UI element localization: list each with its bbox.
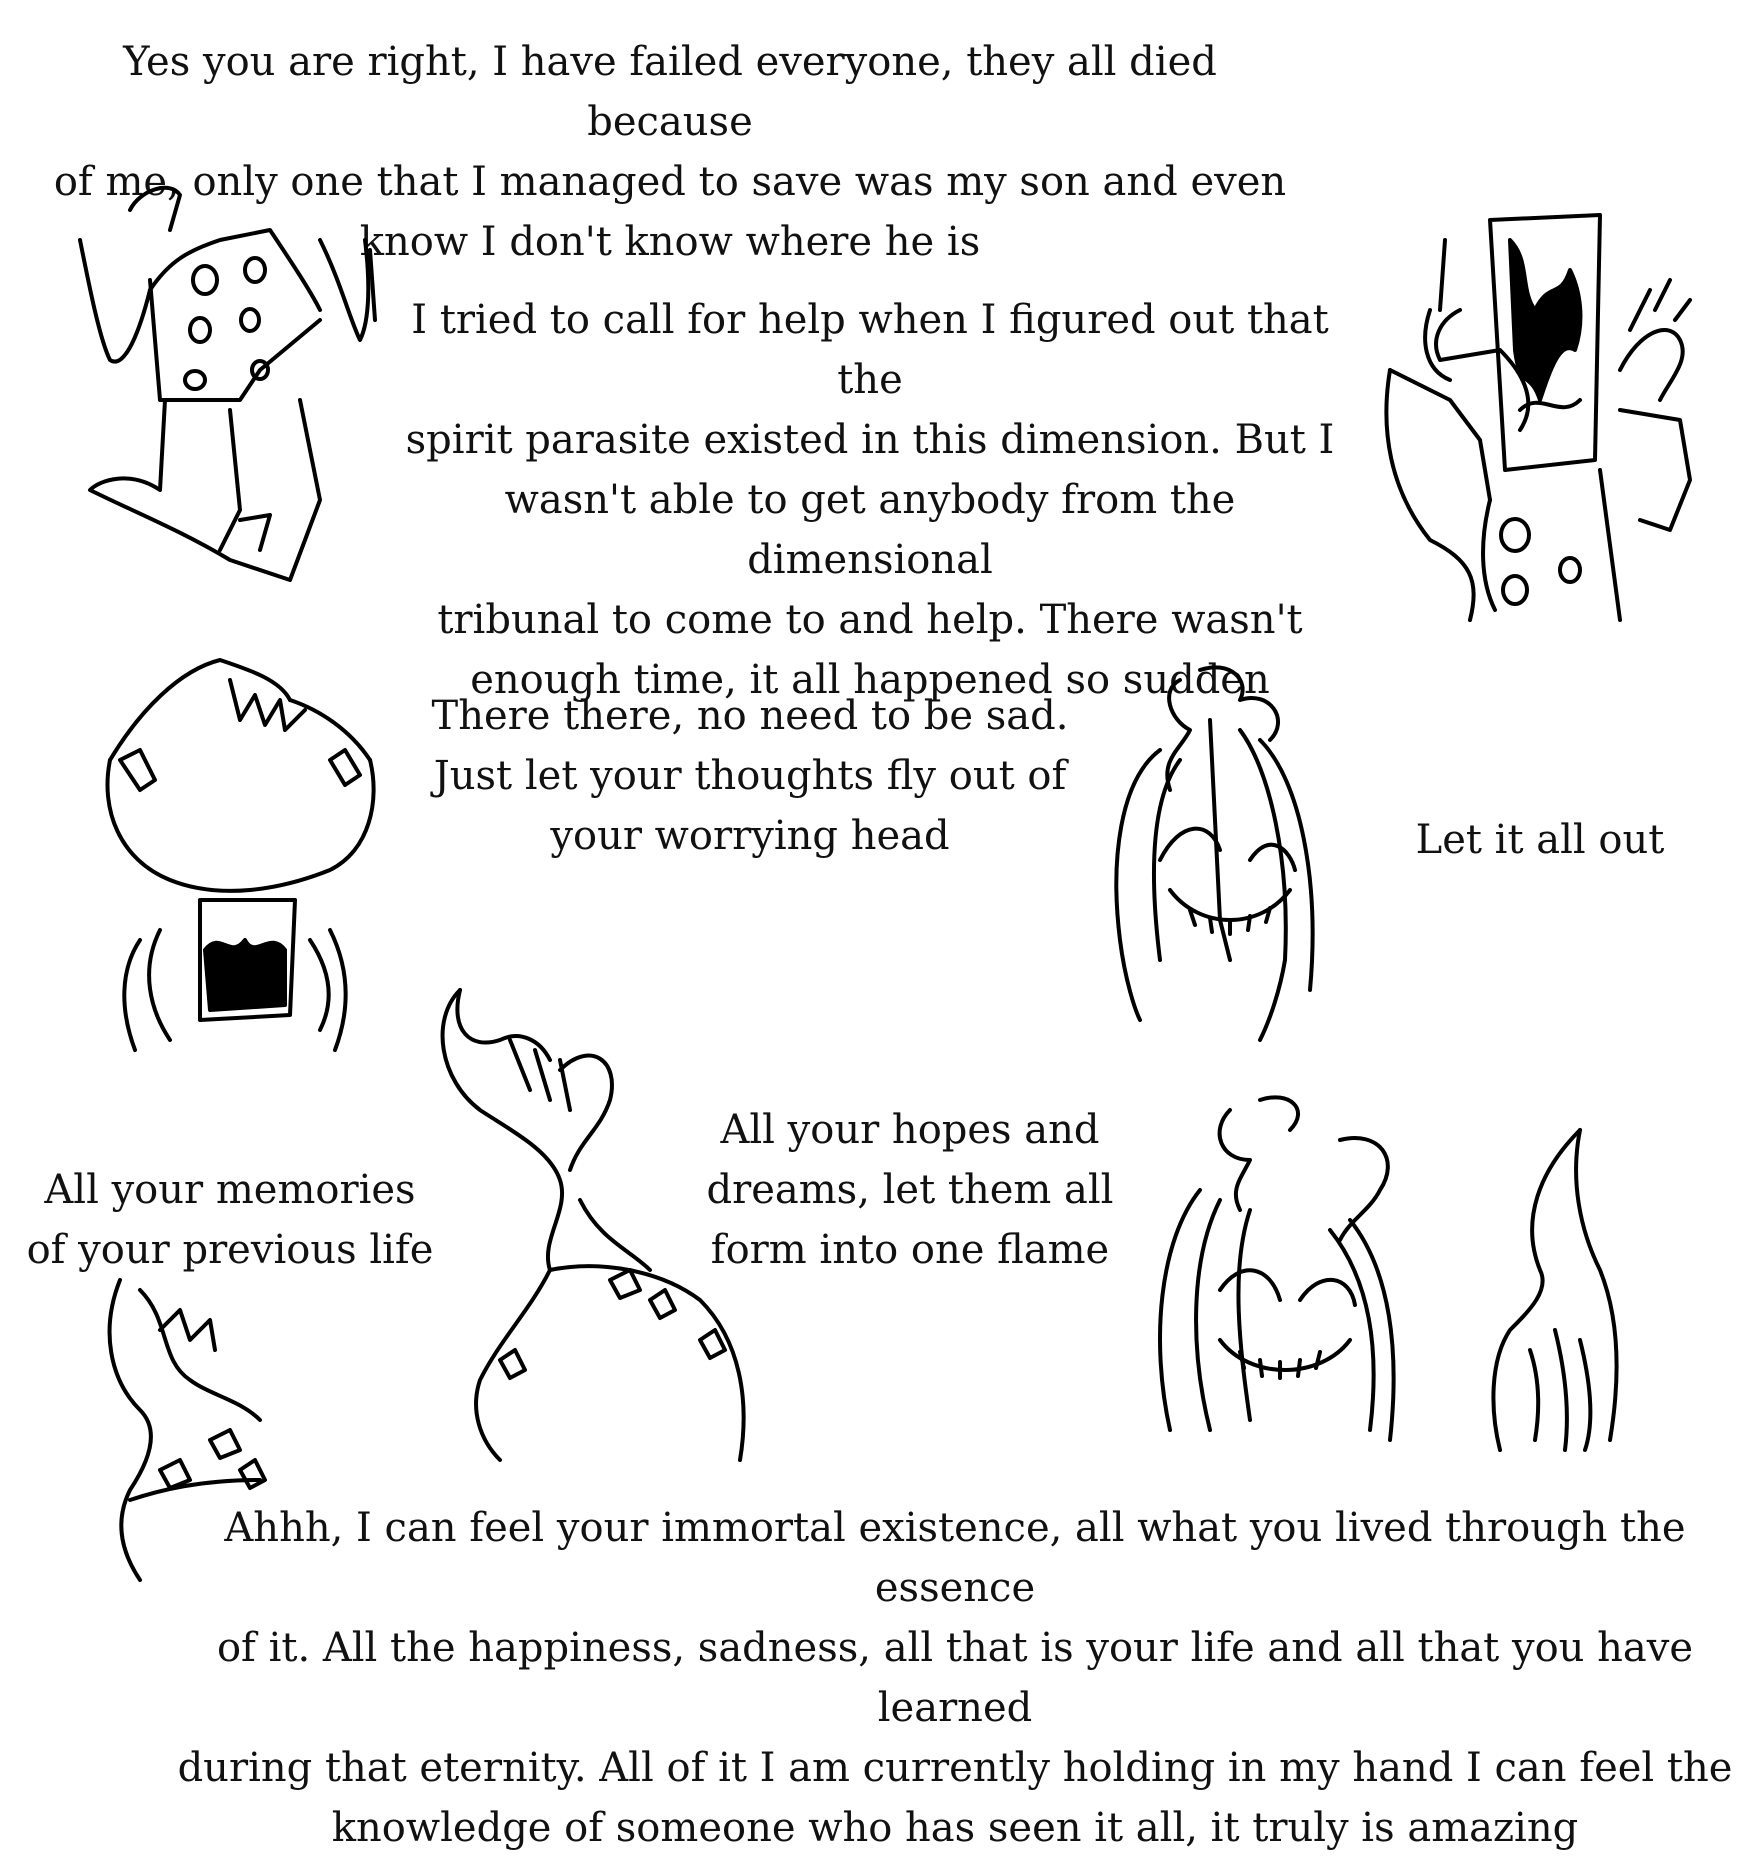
caption-hopes-dreams: All your hopes and dreams, let them all form into one flame bbox=[706, 1107, 1114, 1273]
figure-holding-relic-drawing bbox=[1370, 200, 1710, 630]
figure-spotted-shirt-drawing bbox=[70, 170, 390, 590]
flame-from-head-drawing bbox=[420, 980, 770, 1460]
long-haired-spirit-drawing bbox=[1100, 660, 1340, 1050]
flame-fragment-drawing bbox=[100, 1270, 280, 1590]
caption-call-for-help: I tried to call for help when I figured out that the spirit parasite existed in this dimension. But I wasn't able to get anybody from the dimensional tribunal to come to and help. There wasn't enough time, it all happened so sudden bbox=[405, 297, 1335, 703]
caption-memories: All your memories of your previous life bbox=[26, 1167, 434, 1273]
caption-let-it-all-out: Let it all out bbox=[1415, 817, 1665, 863]
caption-immortal-existence: Ahhh, I can feel your immortal existence, all what you lived through the essence of it. All the happiness, sadness, all that is your life and all that you have learned during that eternity. All of it I am currently holding in my hand I can feel the knowledge of someone who has seen it all, it truly is amazing bbox=[177, 1505, 1733, 1851]
head-with-hands-drawing bbox=[80, 650, 400, 1070]
grinning-spirit-drawing bbox=[1140, 1090, 1420, 1460]
caption-failed-everyone: Yes you are right, I have failed everyone, they all died because of me, only one that I managed to save was my son and even know I don't know where he is bbox=[53, 39, 1287, 265]
caption-there-there: There there, no need to be sad. Just let your thoughts fly out of your worrying head bbox=[431, 693, 1069, 859]
single-flame-drawing bbox=[1480, 1120, 1630, 1460]
